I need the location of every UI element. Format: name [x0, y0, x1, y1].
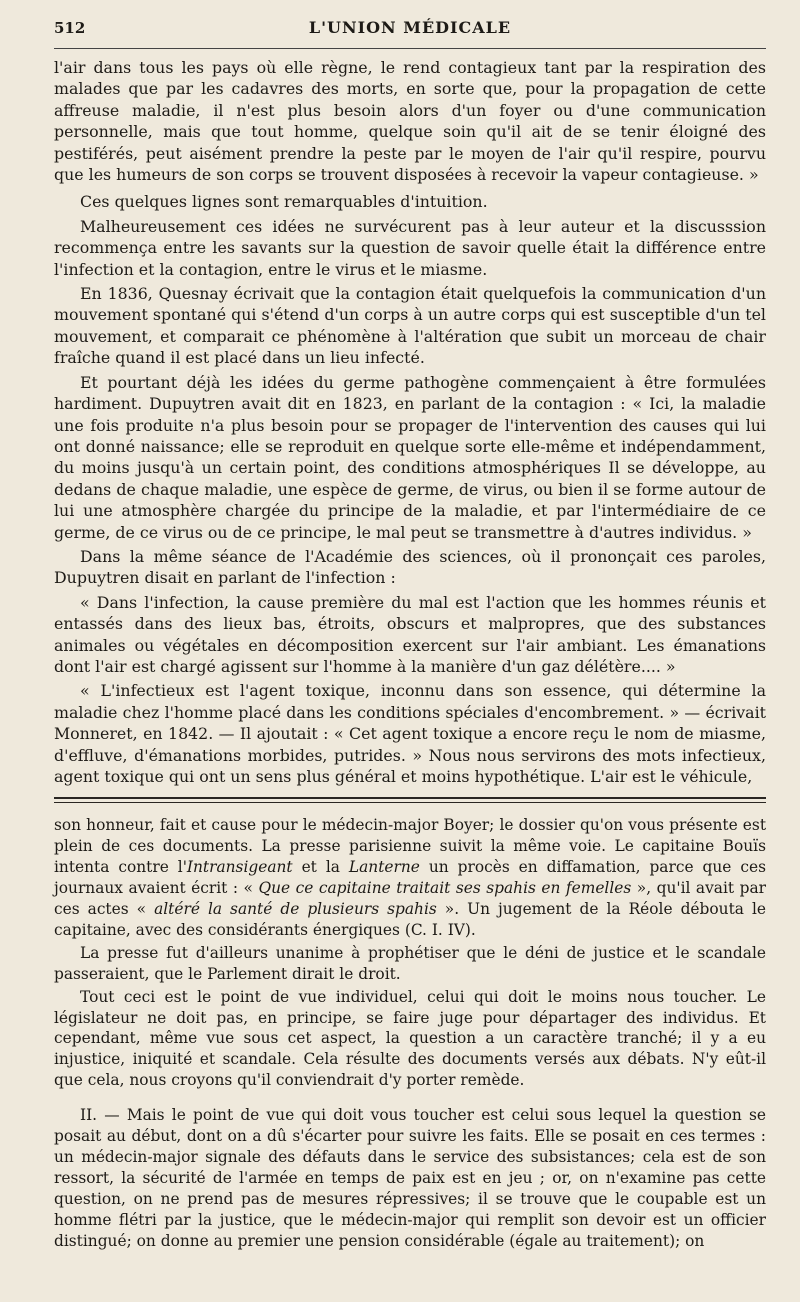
feuilleton-paragraph: [54, 815, 766, 940]
main-article: [54, 57, 766, 787]
newspaper-title: Lanterne: [348, 858, 420, 877]
quoted-text: Que ce capitaine traitait ses spahis en femelles: [258, 879, 632, 898]
newspaper-title: Intransigeant: [186, 858, 293, 877]
article-paragraph: « Dans l'infection, la cause première du mal est l'action que les hommes réunis et entassés dans des lieux bas, étroits, obscurs et malpropres, que des substances animales ou végétales en décomposition exercent sur l'air ambiant. Les émanations dont l'air est chargé agissent sur l'homme à la manière d'un gaz délétère.... »: [54, 592, 766, 676]
page-header: [54, 18, 766, 49]
section-divider: [54, 797, 766, 803]
feuilleton-section: [54, 815, 766, 1251]
text-run: », qu'il avait par ces actes «: [54, 879, 766, 919]
divider-thick-rule: [54, 797, 766, 799]
text-run: et la: [292, 858, 349, 877]
running-title: L'UNION MÉDICALE: [308, 18, 512, 37]
page-number: 512: [54, 19, 86, 37]
feuilleton-paragraph: Tout ceci est le point de vue individuel, celui qui doit le moins nous toucher. Le législateur ne doit pas, en principe, se faire juge pour départager des individus. Et cependant, même vue sous cet aspect, la question a un caractère tranché; il y a eu injustice, iniquité et scandale. Cela résulte des documents versés aux débats. N'y eût-il que cela, nous croyons qu'il conviendrait d'y porter remède.: [54, 987, 766, 1090]
article-paragraph: Dans la même séance de l'Académie des sciences, où il prononçait ces paroles, Dupuytren disait en parlant de l'infection :: [54, 546, 766, 588]
article-paragraph: « L'infectieux est l'agent toxique, inconnu dans son essence, qui détermine la maladie chez l'homme placé dans les conditions spéciales d'encombrement. » — écrivait Monneret, en 1842. — Il ajoutait : « Cet agent toxique a encore reçu le nom de miasme, d'effluve, d'émanations morbides, putrides. » Nous nous servirons des mots infectieux, agent toxique qui ont un sens plus général et moins hypothétique. L'air est le véhicule,: [54, 681, 766, 786]
article-paragraph: En 1836, Quesnay écrivait que la contagion était quelquefois la communication d'un mouvement spontané qui s'étend d'un corps à un autre corps qui est susceptible d'un tel mouvement, et comparait ce phénomène à l'altération que subit un morceau de chair fraîche quand il est placé dans un lieu infecté.: [54, 284, 766, 368]
feuilleton-paragraph: II. — Mais le point de vue qui doit vous toucher est celui sous lequel la question se posait au début, dont on a dû s'écarter pour suivre les faits. Elle se posait en ces termes : un médecin-major signale des défauts dans le service des subsistances; cela est de son ressort, la sécurité de l'armée en temps de paix est en jeu ; or, on n'examine pas cette question, on ne prend pas de mesures répressives; il se trouve que le coupable est un homme flétri par la justice, que le médecin-major qui remplit son devoir est un officier distingué; on donne au premier une pension considérable (égale au traitement); on: [54, 1106, 766, 1250]
article-paragraph: Malheureusement ces idées ne survécurent pas à leur auteur et la discusssion recommença entre les savants sur la question de savoir quelle était la différence entre l'infection et la contagion, entre le virus et le miasme.: [54, 216, 766, 279]
feuilleton-paragraph: La presse fut d'ailleurs unanime à prophétiser que le déni de justice et le scandale passeraient, que le Parlement dirait le droit.: [54, 943, 766, 983]
text-run: ». Un jugement de la Réole débouta le capitaine, avec des considérants énergiques (C. I. IV).: [54, 900, 766, 939]
text-run: un procès en diffamation, parce que ces journaux avaient écrit : «: [54, 858, 766, 898]
text-run: son honneur, fait et cause pour le médecin-major Boyer; le dossier qu'on vous présente est plein de ces documents. La presse parisienne suivit la même voie. Le capitaine Bouïs intenta contre l': [54, 816, 766, 877]
quoted-text: altéré la santé de plusieurs spahis: [154, 900, 437, 919]
divider-thin-rule: [54, 802, 766, 803]
article-paragraph: l'air dans tous les pays où elle règne, le rend contagieux tant par la respiration des malades que par les cadavres des morts, en sorte que, pour la propagation de cette affreuse maladie, il n'est plus besoin alors d'un foyer ou d'une communication personnelle, mais que tout homme, quelque soin qu'il ait de se tenir éloigné des pestiférés, peut aisément prendre la peste par le moyen de l'air qu'il respire, pourvu que les humeurs de son corps se trouvent disposées à recevoir la vapeur contagieuse. »: [54, 58, 766, 185]
article-paragraph: Ces quelques lignes sont remarquables d'intuition.: [80, 192, 488, 212]
article-paragraph: Et pourtant déjà les idées du germe pathogène commençaient à être formulées hardiment. Dupuytren avait dit en 1823, en parlant de la contagion : « Ici, la maladie une fois produite n'a plus besoin pour se propager de l'intervention des causes qui lui ont donné naissance; elle se reproduit en quelque sorte elle-même et indépendamment, du moins jusqu'à un certain point, des conditions atmosphériques Il se développe, au dedans de chaque maladie, une espèce de germe, de virus, ou bien il se forme autour de lui une atmosphère chargée du principe de la maladie, et par l'intermédiaire de ce germe, de ce virus ou de ce principe, le mal peut se transmettre à d'autres individus. »: [54, 372, 766, 542]
